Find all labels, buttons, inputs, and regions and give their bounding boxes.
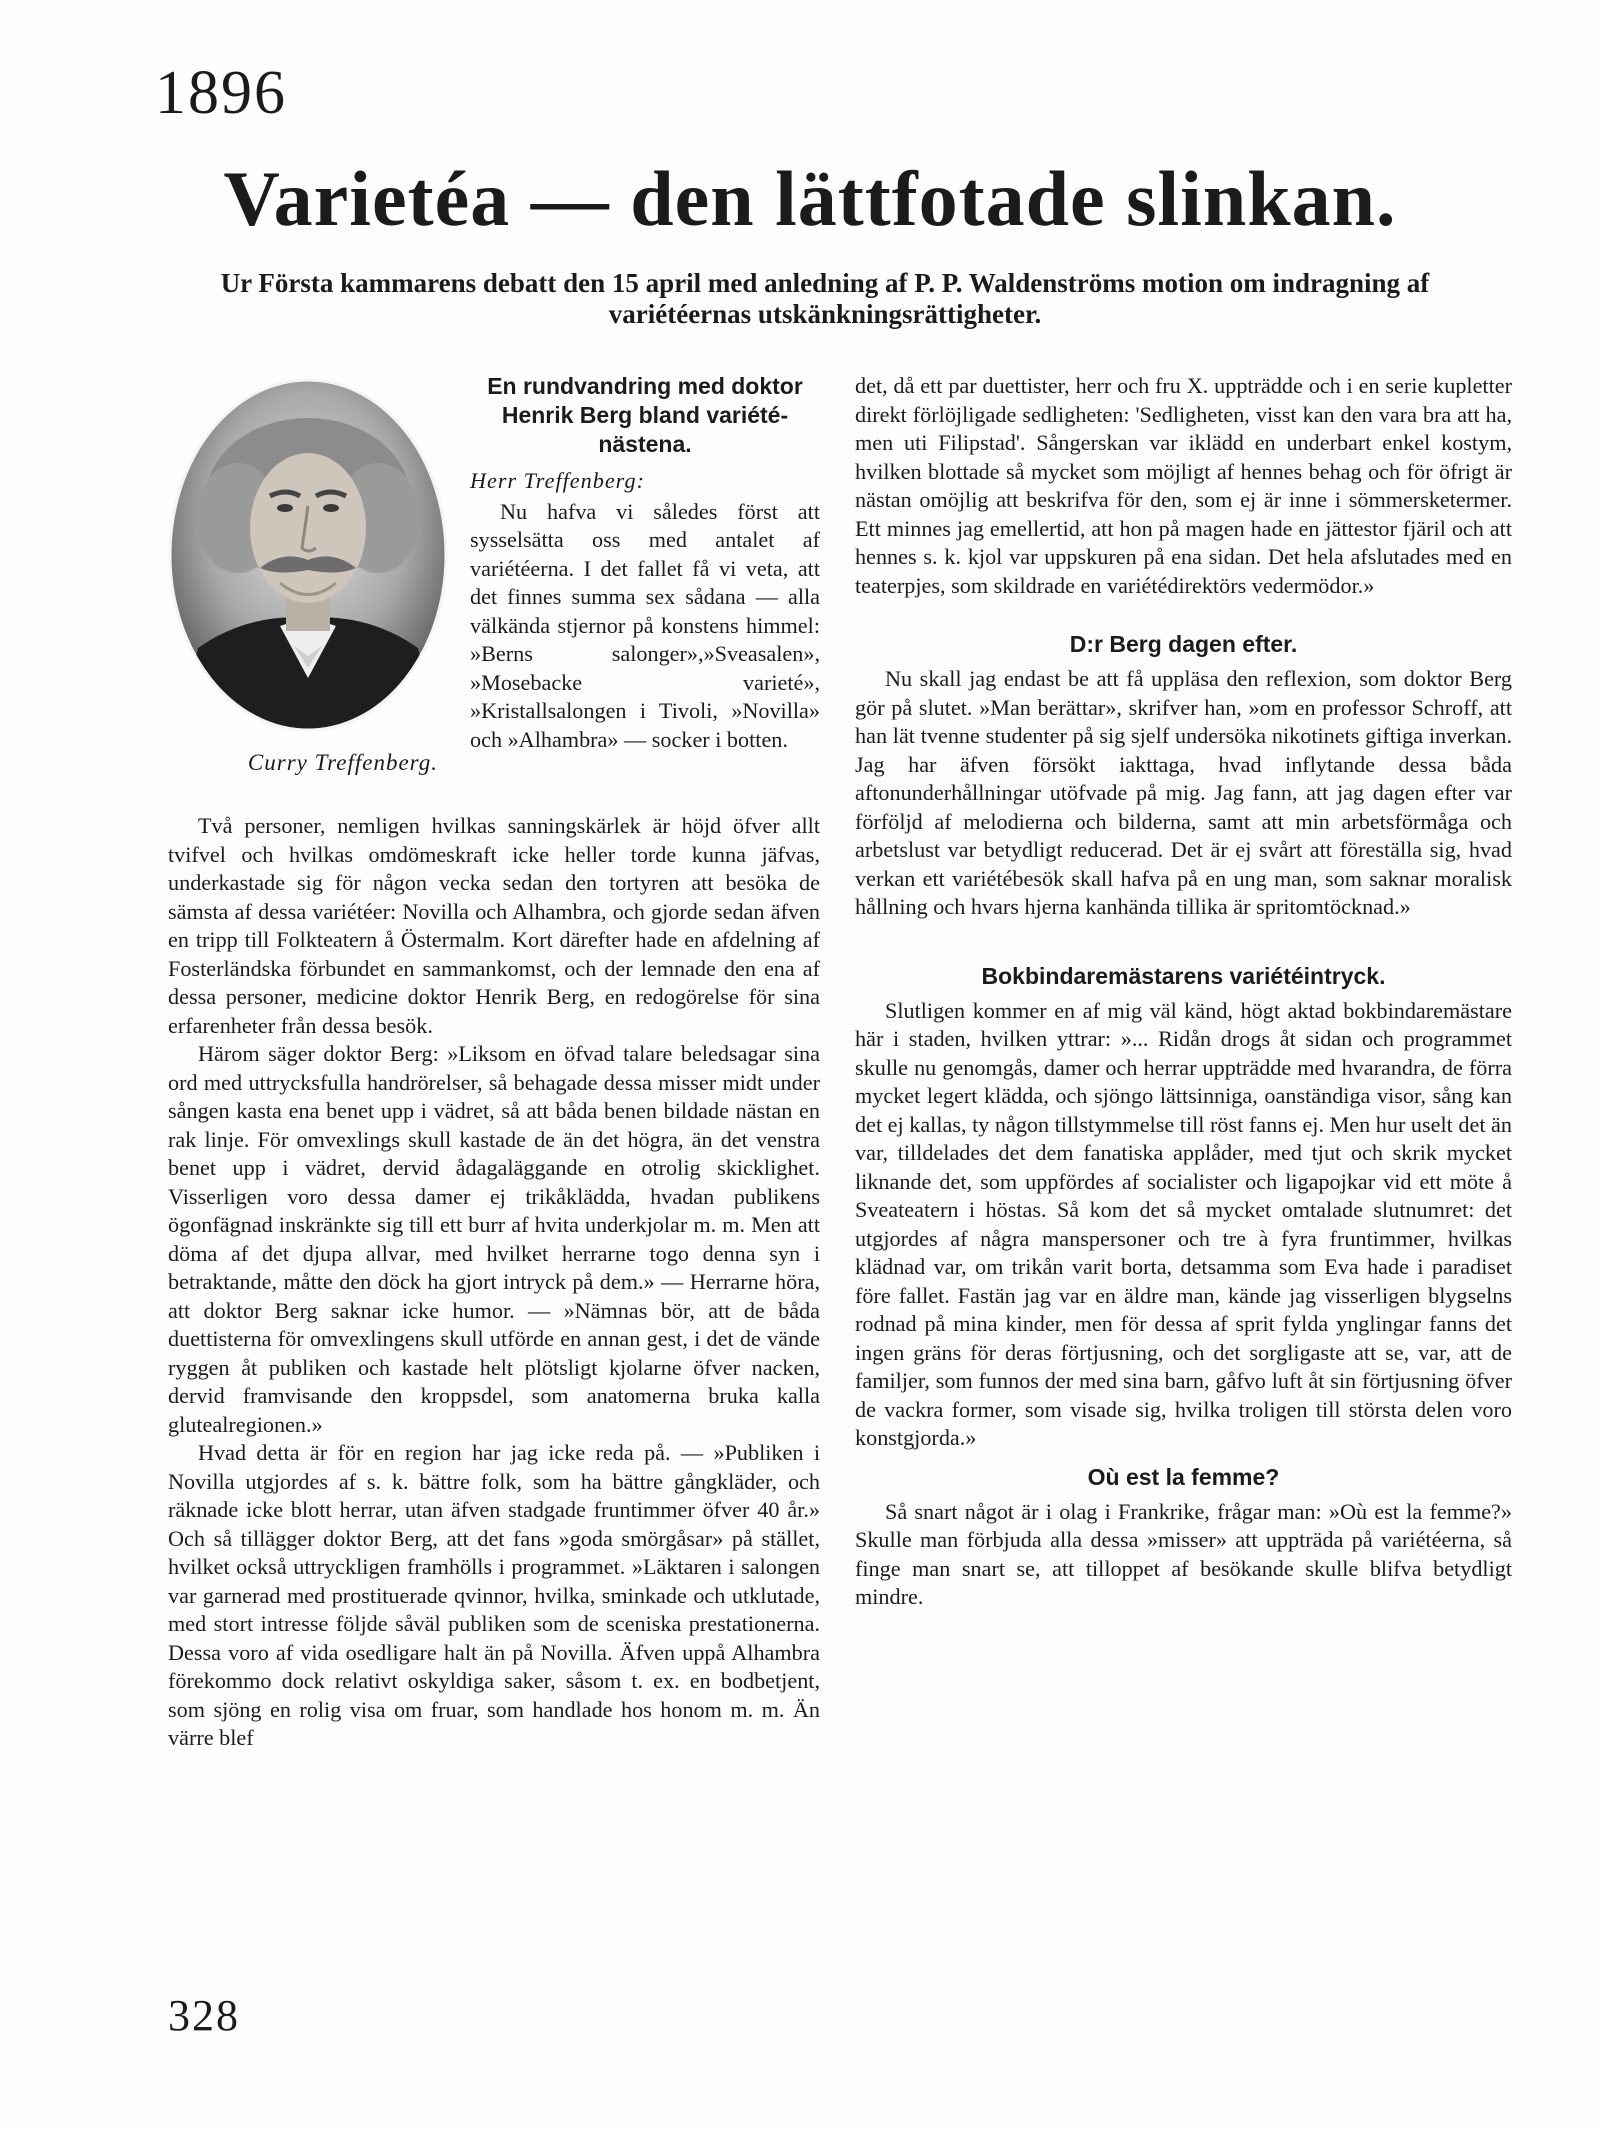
paragraph: Hvad detta är för en region har jag icke reda på. — »Publiken i Novilla utgjordes af s. k. bättre folk, som ha bättre gångkläder, och räknade icke blott herrar, utan äfven stadgade fruntimmer öfver 40 år.» Och så tillägger doktor Berg, att det fans »goda smörgåsar» på stället, hvilket också uttryckligen framhölls i programmet. »Läktaren i salongen var garnerad med prostituerade qvinnor, hvilka, sminkade och utklutade, med stort intresse följde såväl publiken som de sceniska prestationerna. Dessa voro af vida osedligare halt än på Novilla. Äfven uppå Alhambra förekommo dock relativt oskyldiga saker, såsom t. ex. en bodbetjent, som sjöng en rolig visa om fruar, som handlade hos honom m. m. Än värre blef [168, 1440, 820, 1750]
portrait-photo [168, 378, 448, 733]
right-column [855, 372, 1512, 1612]
speaker-label: Herr Treffenberg: [470, 468, 645, 493]
paragraph: Nu skall jag endast be att få uppläsa den reflexion, som doktor Berg gör på slutet. »Man berättar», skrifver han, »om en professor Schroff, att han lät tvenne studenter på sig sjelf undersöka nikotinets giftiga inverkan. Jag har äfven försökt iakttaga, hvad inflytande dessa båda aftonunderhållningar utöfvade på mig. Jag fann, att jag dagen efter var förföljd af melodierna och bilderna, samt att min arbetsförmåga och arbetslust var betydligt reducerad. Det är ej svårt att föreställa sig, hvad verkan ett variétébesök skall hafva på en ung man, som saknar moralisk hållning och hvars hjerna kanhända tillika är spritomtöcknad.» [855, 666, 1512, 919]
article-headline: Varietéa — den lättfotade slinkan. [223, 155, 1397, 242]
left-column [168, 812, 820, 1753]
paragraph: Härom säger doktor Berg: »Liksom en öfvad talare beledsagar sina ord med uttrycksfulla handrörelser, så behagade dessa misser midt under sången kasta ena benet upp i vädret, så att båda benen bildade nästan en rak linje. För omvexlings skull kastade de än det högra, än det venstra benet upp i vädret, dervid ådagaläggande en otrolig skicklighet. Visserligen voro dessa damer ej trikåklädda, hvadan publikens ögonfägnad inskränkte sig till ett burr af hvita underkjolar m. m. Men att döma af det djupa allvar, med hvilket herrarne togo denna syn i betraktande, måtte den döck ha gjort intryck på dem.» — Herrarne höra, att doktor Berg saknar icke humor. — »Nämnas bör, att de båda duettisterna för omvexlingens skull utförde en annan gest, i det de vände ryggen åt publiken och kastade helt plötsligt kjolarne öfver nacken, dervid framvisande den kroppsdel, som anatomerna bruka kalla glutealregionen.» [168, 1041, 820, 1437]
page-number: 328 [168, 1991, 240, 2040]
section-heading-bokbindare: Bokbindaremästarens variétéintryck. [981, 962, 1386, 989]
paragraph: Två personer, nemligen hvilkas sanningskärlek är höjd öfver allt tvifvel och hvilkas omdömeskraft icke heller torde kunna jäfvas, underkastade sig för någon vecka sedan den tortyren att besöka de sämsta af dessa variétéer: Novilla och Alhambra, och gjorde sedan äfven en tripp till Folkteatern å Östermalm. Kort därefter hade en afdelning af Fosterländska förbundet en sammankomst, och der lemnade den ena af dessa personer, medicine doktor Henrik Berg, en redogörelse för sina erfarenheter från dessa besök. [168, 813, 820, 1038]
paragraph: Slutligen kommer en af mig väl känd, högt aktad bokbindaremästare här i staden, hvilken yttrar: »... Ridån drogs åt sidan och programmet skulle nu genomgås, damer och herrar uppträdde med hvarandra, de förra mycket legert klädda, och sjöngo lättsinniga, oanständiga visor, sång kan det ej kallas, ty någon tillstymmelse till röst fanns ej. Men hur uselt det än var, tilldelades det dem fanatiska applåder, med tjut och skrik mycket liknande det, som uppfördes af socialister och ligapojkar vid ett möte å Sveateatern i höstas. Så kom det så mycket omtalade slutnumret: det utgjordes af några manspersoner och tre à fyra fruntimmer, hvilkas klädnad var, om trikån varit borta, detsamma som Eva hade i paradiset före fallet. Fastän jag var en äldre man, kände jag visserligen blygselns rodnad på mina kinder, men för dessa af sprit fylda ynglingar fanns det ingen gräns för deras förtjusning, och det sorgligaste att se, var, att de familjer, som funnos der med sina barn, gåfvo luft åt sin förtjusning öfver de vackra former, som visade sig, hvilka troligen till största delen voro konstgjorda.» [855, 997, 1512, 1450]
section-heading-femme: Où est la femme? [1087, 1463, 1280, 1490]
article-subheading: Ur Första kammarens debatt den 15 april med anledning af P. P. Waldenströms motion om indragning af variétéernas utskänkningsrättigheter. [220, 268, 1430, 329]
paragraph: det, då ett par duettister, herr och fru X. uppträdde och i en serie kupletter direkt förlöjligade sedligheten: 'Sedligheten, visst kan den vara bra att ha, men uti Filipstad'. Sångerskan var iklädd en underbart enkel kostym, hvilken blottade så mycket som möjligt af hennes behag och för öfrigt är nästan omöjlig att beskrifva för den, som ej är inne i sömmersketermer. Ett minnes jag emellertid, att hon på magen hade en jättestor fjäril och att hennes s. k. kjol var uppskuren på ena sidan. Det hela afslutades med en teaterpjes, som skildrade en variétédirektörs vedermödor.» [855, 373, 1512, 598]
intro-section [470, 372, 820, 754]
paragraph: Så snart något är i olag i Frankrike, frågar man: »Où est la femme?» Skulle man förbjuda alla dessa »misser» att uppträda på variétéerna, så finge man snart se, att tilloppet af besökande skulle blifva betydligt mindre. [855, 1498, 1512, 1609]
portrait-caption: Curry Treffenberg. [247, 750, 438, 775]
year-heading: 1896 [155, 59, 287, 127]
intro-heading: En rundvandring med doktor Henrik Berg bland variéténästena. [487, 373, 803, 457]
section-heading-dr-berg: D:r Berg dagen efter. [1069, 631, 1298, 657]
intro-paragraph: Nu hafva vi således först att sysselsätta oss med antalet af variétéerna. I det fallet få vi veta, att det finnes summa sex sådana — alla välkända stjernor på konstens himmel: »Berns salonger»,»Sveasalen», »Mosebacke varieté», »Kristallsalongen i Tivoli, »Novilla» och »Alhambra» — socker i botten. [470, 498, 820, 752]
